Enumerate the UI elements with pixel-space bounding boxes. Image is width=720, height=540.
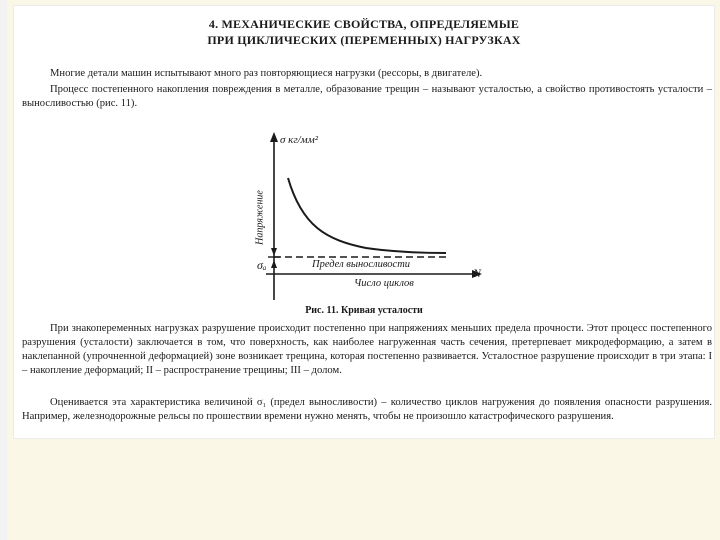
fatigue-curve-graphic [244, 128, 494, 303]
document-page [14, 6, 714, 438]
limit-arrow-up-icon [271, 260, 277, 268]
stress-arrow-down-icon [271, 248, 277, 256]
x-axis-name-label: Число циклов [354, 278, 414, 289]
page-title [14, 16, 714, 48]
fatigue-curve [288, 178, 446, 253]
y-axis-unit-label: σ кг/мм² [280, 134, 319, 146]
y-axis-name-label: Напряжение [254, 190, 266, 245]
paragraph-endurance-limit: Оценивается эта характеристика величиной σ₁ (предел выносливости) – количество циклов нагружения до появления опасности разрушения. Например, железнодорожные рельсы по прошествии времени нужно менять, чтобы не произошло катастрофического разрушения. [22, 397, 712, 422]
fatigue-curve-figure [244, 128, 494, 303]
title-line-1: 4. МЕХАНИЧЕСКИЕ СВОЙСТВА, ОПРЕДЕЛЯЕМЫЕ [208, 17, 520, 31]
limit-label: Предел выносливости [312, 259, 411, 270]
paragraph-fatigue-process: При знакопеременных нагрузках разрушение происходит постепенно при напряжениях меньших предела прочности. Этот процесс постепенного разрушения (усталости) заключается в том, что поверхность, как наиболее нагруженная часть сечения, претерпевает микродеформацию, а затем в наклепанной (упрочненной деформацией) зоне возникает трещина, которая постепенно развивается. Усталостное разрушение происходит в три этапа: I – накопление деформаций; II – распространение трещины; III – долом. [22, 323, 712, 376]
paragraph-intro: Многие детали машин испытывают много раз повторяющиеся нагрузки (рессоры, в двигателе). [50, 68, 483, 79]
limit-symbol-label: σₐ [257, 258, 267, 272]
y-axis-arrow-icon [270, 132, 278, 142]
figure-caption: Рис. 11. Кривая усталости [305, 305, 423, 316]
title-line-2: ПРИ ЦИКЛИЧЕСКИХ (ПЕРЕМЕННЫХ) НАГРУЗКАХ [207, 33, 521, 47]
left-edge-strip [0, 0, 7, 540]
paragraph-fatigue-definition: Процесс постепенного накопления повреждения в металле, образование трещин – называют усталостью, а свойство противостоять усталости – выносливостью (рис. 11). [22, 84, 712, 109]
x-axis-symbol-label: N [473, 266, 482, 280]
